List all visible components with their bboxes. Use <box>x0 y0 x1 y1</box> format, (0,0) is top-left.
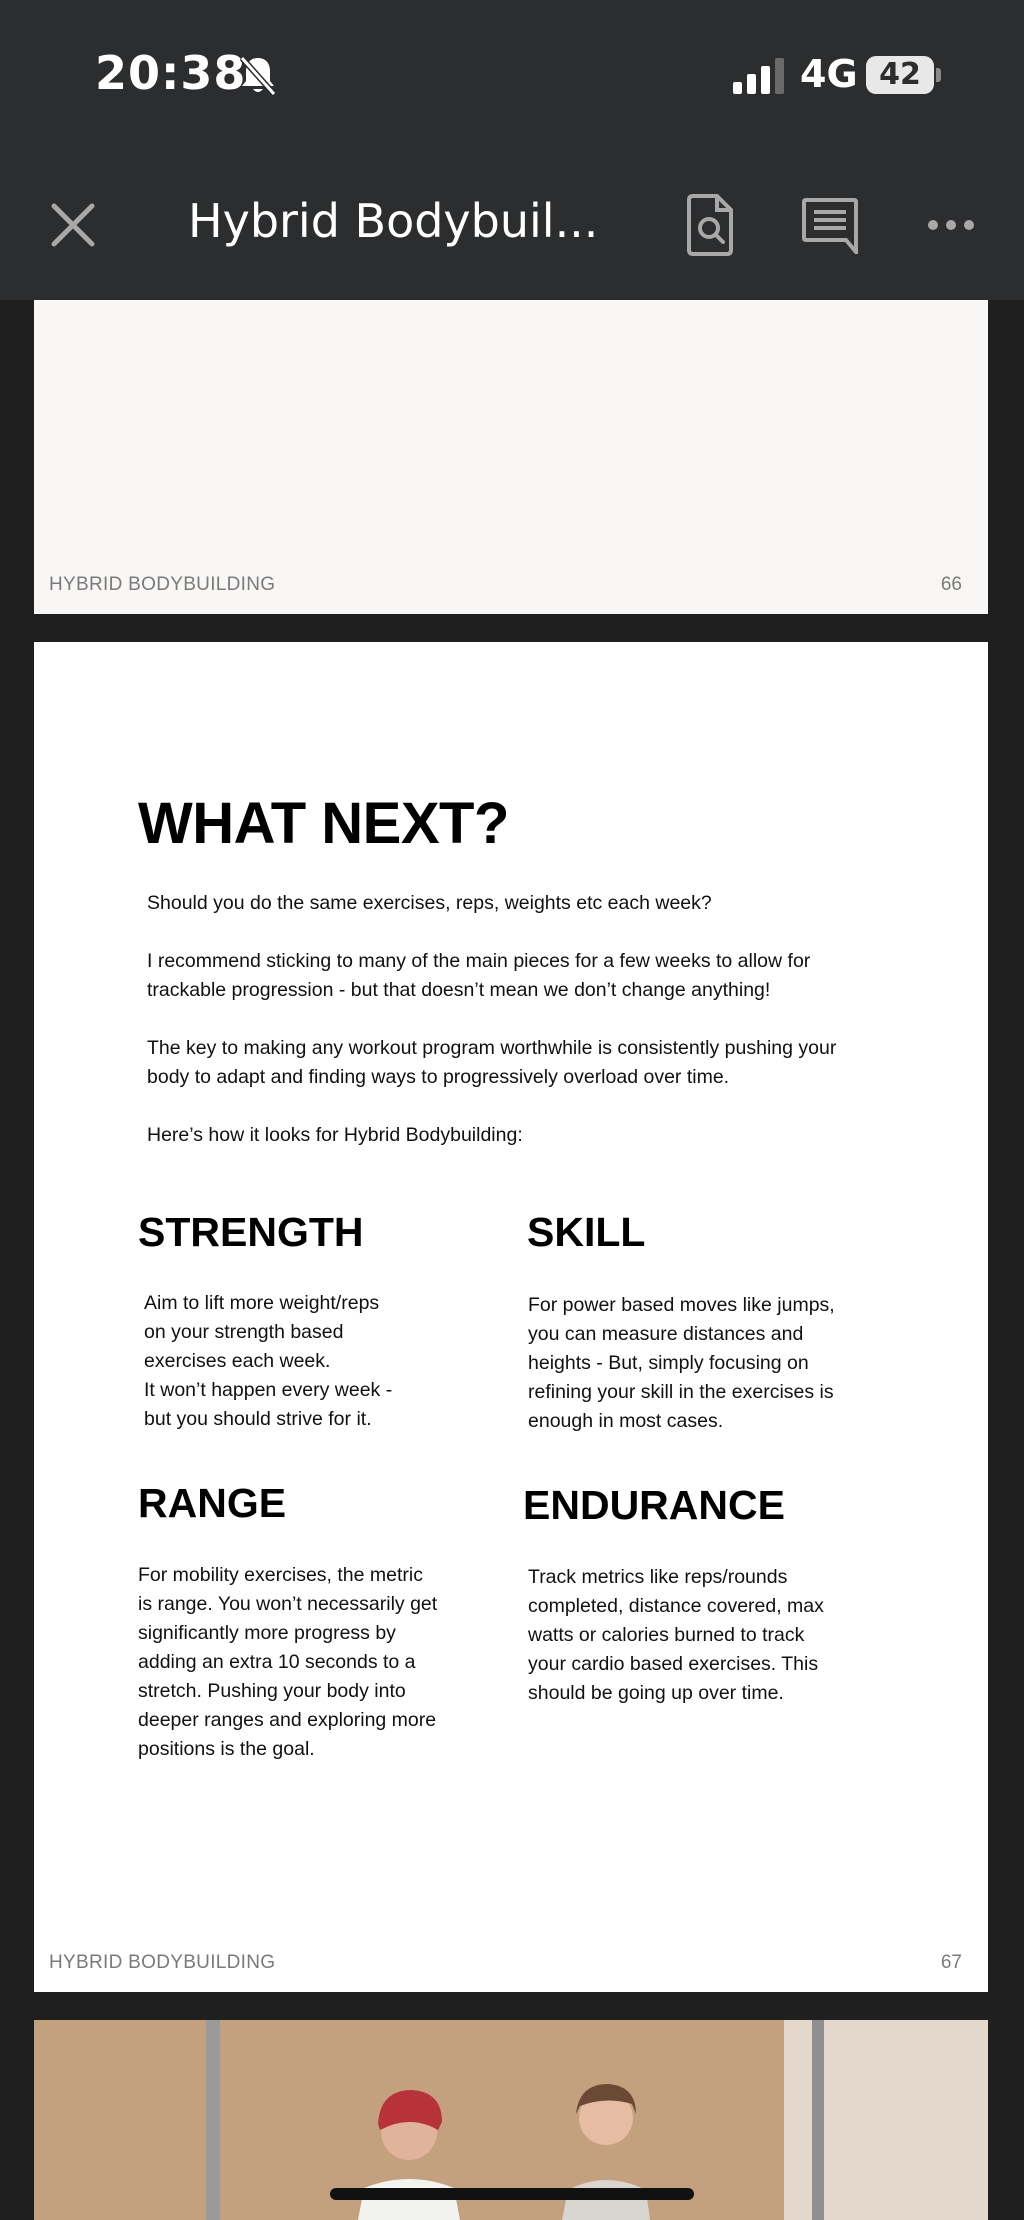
endurance-body: Track metrics like reps/rounds completed, distance covered, max watts or calories burned to track your cardio based exercises. This should be going up over time. <box>528 1566 824 1704</box>
skill-body: For power based moves like jumps, you can measure distances and heights - But, simply focusing on refining your skill in the exercises is enough in most cases. <box>528 1294 835 1432</box>
status-bar <box>0 0 1024 150</box>
intro-paragraph: I recommend sticking to many of the main pieces for a few weeks to allow for trackable progression - but that doesn’t mean we don’t change anything! <box>147 950 811 1001</box>
strength-body: Aim to lift more weight/reps on your strength based exercises each week. It won’t happen every week - but you should strive for it. <box>144 1292 393 1430</box>
page-footer-title: HYBRID BODYBUILDING <box>49 1952 276 1973</box>
intro-paragraph: Should you do the same exercises, reps, weights etc each week? <box>147 892 712 914</box>
strength-title: STRENGTH <box>138 1209 364 1255</box>
skill-title: SKILL <box>527 1209 646 1255</box>
battery-cap <box>936 68 941 82</box>
page-67[interactable] <box>34 642 988 1992</box>
intro-paragraph: Here’s how it looks for Hybrid Bodybuilding: <box>147 1124 523 1146</box>
bell-off-icon <box>238 54 278 98</box>
page-footer-title: HYBRID BODYBUILDING <box>49 574 276 595</box>
document-title: Hybrid Bodybuil... <box>188 194 599 248</box>
comment-icon[interactable] <box>800 196 860 254</box>
network-type: 4G <box>800 52 858 96</box>
endurance-title: ENDURANCE <box>523 1482 785 1528</box>
page-number: 67 <box>940 1952 962 1973</box>
range-body: For mobility exercises, the metric is range. You won’t necessarily get significantly more progress by adding an extra 10 seconds to a stretch. Pushing your body into deeper ranges and exploring more positions is the goal. <box>138 1564 438 1760</box>
status-time: 20:38 <box>95 46 247 100</box>
page-number: 66 <box>940 574 962 595</box>
document-search-icon[interactable] <box>685 194 735 256</box>
range-title: RANGE <box>138 1480 287 1526</box>
page-66[interactable] <box>34 300 988 614</box>
app-bar <box>0 150 1024 300</box>
signal-icon <box>733 58 785 94</box>
home-indicator[interactable] <box>330 2188 694 2200</box>
intro-paragraph: The key to making any workout program worthwhile is consistently pushing your body to adapt and finding ways to progressively overload over time. <box>147 1037 837 1088</box>
close-icon[interactable] <box>46 198 100 252</box>
battery-indicator: 42 <box>866 56 934 94</box>
more-icon[interactable] <box>925 210 977 240</box>
page-heading: WHAT NEXT? <box>138 791 509 856</box>
